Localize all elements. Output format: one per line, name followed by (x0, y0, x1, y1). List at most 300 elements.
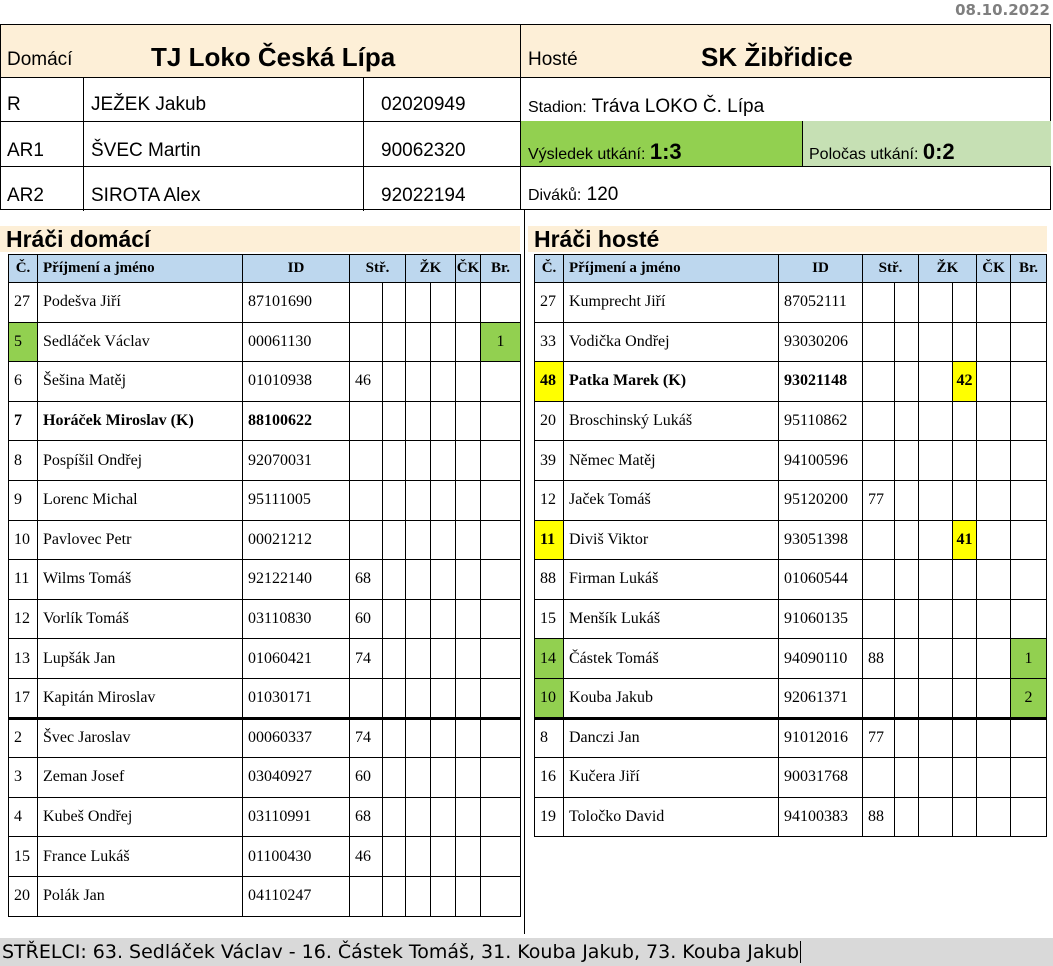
table-row (535, 362, 1047, 402)
referee-name: JEŽEK Jakub (91, 94, 207, 115)
player-name: Kapitán Miroslav (38, 678, 243, 718)
blank-cell (383, 362, 406, 402)
player-id: 01060421 (243, 639, 350, 679)
player-substitution (863, 441, 895, 481)
table-row (9, 718, 521, 758)
player-red-card (977, 283, 1011, 323)
col-yellow-card: ŽK (919, 255, 977, 283)
halftime-cell (802, 121, 1051, 166)
referee-id: 02020949 (381, 94, 466, 115)
column-divider (524, 210, 525, 934)
blank-cell (383, 678, 406, 718)
blank-cell (383, 283, 406, 323)
col-substitution: Stř. (863, 255, 919, 283)
player-yellow-card (431, 797, 456, 837)
player-goals (1011, 718, 1047, 758)
player-number: 11 (9, 560, 38, 600)
blank-cell (895, 560, 919, 600)
player-substitution (863, 283, 895, 323)
blank-cell (919, 678, 953, 718)
table-row (9, 837, 521, 877)
table-row (9, 560, 521, 600)
player-substitution (350, 322, 383, 362)
blank-cell (383, 718, 406, 758)
player-id: 03110991 (243, 797, 350, 837)
player-id: 92070031 (243, 441, 350, 481)
player-name: Pospíšil Ondřej (38, 441, 243, 481)
table-row (9, 599, 521, 639)
ar1-role: AR1 (7, 140, 44, 161)
player-yellow-card (953, 758, 977, 798)
player-goals (1011, 441, 1047, 481)
blank-cell (406, 480, 431, 520)
col-id: ID (779, 255, 863, 283)
player-substitution: 74 (350, 718, 383, 758)
blank-cell (383, 837, 406, 877)
player-goals (481, 718, 521, 758)
player-id: 00060337 (243, 718, 350, 758)
player-goals (1011, 401, 1047, 441)
spectators-label: Diváků: (528, 187, 582, 204)
player-yellow-card (431, 441, 456, 481)
blank-cell (406, 639, 431, 679)
table-row (9, 322, 521, 362)
player-id: 93021148 (779, 362, 863, 402)
table-header (9, 255, 521, 283)
player-number: 14 (535, 639, 564, 679)
player-number: 3 (9, 758, 38, 798)
table-row (535, 520, 1047, 560)
blank-cell (383, 480, 406, 520)
player-red-card (977, 401, 1011, 441)
player-goals (481, 480, 521, 520)
player-yellow-card (431, 758, 456, 798)
player-red-card (977, 718, 1011, 758)
player-substitution: 88 (863, 639, 895, 679)
player-goals (481, 599, 521, 639)
blank-cell (383, 401, 406, 441)
table-row (535, 322, 1047, 362)
table-row (535, 797, 1047, 837)
blank-cell (895, 283, 919, 323)
table-row (9, 480, 521, 520)
table-row (535, 599, 1047, 639)
stadium-row (521, 78, 1050, 122)
blank-cell (383, 441, 406, 481)
player-goals (1011, 599, 1047, 639)
blank-cell (406, 322, 431, 362)
blank-cell (895, 441, 919, 481)
player-number: 5 (9, 322, 38, 362)
player-yellow-card (431, 401, 456, 441)
player-name: Toločko David (564, 797, 779, 837)
player-number: 2 (9, 718, 38, 758)
player-number: 48 (535, 362, 564, 402)
player-id: 94100596 (779, 441, 863, 481)
player-number: 88 (535, 560, 564, 600)
player-substitution (863, 758, 895, 798)
table-row (9, 639, 521, 679)
player-number: 19 (535, 797, 564, 837)
blank-cell (895, 401, 919, 441)
player-name: Kumprecht Jiří (564, 283, 779, 323)
player-name: Švec Jaroslav (38, 718, 243, 758)
player-goals (1011, 520, 1047, 560)
away-players-table (534, 254, 1047, 837)
col-red-card: ČK (456, 255, 481, 283)
blank-cell (406, 758, 431, 798)
player-id: 92122140 (243, 560, 350, 600)
away-team-name: SK Žibřidice (701, 42, 853, 72)
player-red-card (977, 678, 1011, 718)
blank-cell (383, 599, 406, 639)
player-substitution: 88 (863, 797, 895, 837)
table-row (9, 283, 521, 323)
player-substitution (350, 441, 383, 481)
blank-cell (919, 718, 953, 758)
blank-cell (406, 401, 431, 441)
player-number: 8 (535, 718, 564, 758)
player-red-card (456, 837, 481, 877)
blank-cell (406, 599, 431, 639)
player-number: 10 (9, 520, 38, 560)
blank-cell (406, 876, 431, 916)
player-id: 90031768 (779, 758, 863, 798)
away-header-panel (520, 24, 1051, 210)
table-header (535, 255, 1047, 283)
player-yellow-card (953, 718, 977, 758)
player-number: 7 (9, 401, 38, 441)
blank-cell (406, 678, 431, 718)
player-yellow-card (431, 362, 456, 402)
col-number: Č. (9, 255, 38, 283)
table-row (9, 520, 521, 560)
col-name: Příjmení a jméno (38, 255, 243, 283)
blank-cell (406, 520, 431, 560)
player-name: Broschinský Lukáš (564, 401, 779, 441)
player-substitution (350, 520, 383, 560)
player-name: Kouba Jakub (564, 678, 779, 718)
player-name: Kučera Jiří (564, 758, 779, 798)
player-name: Němec Matěj (564, 441, 779, 481)
player-id: 04110247 (243, 876, 350, 916)
player-red-card (977, 441, 1011, 481)
col-goals: Br. (1011, 255, 1047, 283)
player-name: Sedláček Václav (38, 322, 243, 362)
player-substitution: 77 (863, 480, 895, 520)
col-id: ID (243, 255, 350, 283)
blank-cell (895, 718, 919, 758)
player-red-card (456, 758, 481, 798)
player-red-card (977, 480, 1011, 520)
home-team-name: TJ Loko Česká Lípa (151, 42, 396, 72)
player-goals (481, 639, 521, 679)
player-yellow-card (953, 639, 977, 679)
player-id: 92061371 (779, 678, 863, 718)
table-row (535, 441, 1047, 481)
player-red-card (977, 758, 1011, 798)
table-row (535, 283, 1047, 323)
player-substitution: 77 (863, 718, 895, 758)
player-substitution: 46 (350, 837, 383, 877)
blank-cell (383, 797, 406, 837)
player-id: 00021212 (243, 520, 350, 560)
player-yellow-card (953, 283, 977, 323)
player-red-card (977, 639, 1011, 679)
table-row (535, 639, 1047, 679)
spectators-row (521, 166, 1050, 210)
player-yellow-card (953, 599, 977, 639)
scorers-bar (0, 938, 1053, 966)
assistant-referee-1-row (1, 122, 521, 167)
player-name: Menšík Lukáš (564, 599, 779, 639)
player-red-card (456, 362, 481, 402)
player-substitution (350, 283, 383, 323)
player-red-card (456, 480, 481, 520)
player-number: 6 (9, 362, 38, 402)
player-yellow-card (953, 797, 977, 837)
player-substitution: 46 (350, 362, 383, 402)
table-row (535, 560, 1047, 600)
home-players-table (8, 254, 521, 917)
player-substitution (863, 362, 895, 402)
player-red-card (977, 599, 1011, 639)
player-red-card (456, 441, 481, 481)
away-team-row (521, 25, 1050, 78)
player-number: 33 (535, 322, 564, 362)
blank-cell (919, 797, 953, 837)
player-id: 93051398 (779, 520, 863, 560)
blank-cell (383, 758, 406, 798)
player-goals (1011, 480, 1047, 520)
player-name: Kubeš Ondřej (38, 797, 243, 837)
player-name: Danczi Jan (564, 718, 779, 758)
player-id: 95111005 (243, 480, 350, 520)
col-goals: Br. (481, 255, 521, 283)
home-label: Domácí (7, 49, 73, 70)
player-yellow-card (431, 718, 456, 758)
player-red-card (456, 322, 481, 362)
player-goals (481, 560, 521, 600)
result-label: Výsledek utkání: (528, 146, 646, 163)
blank-cell (919, 441, 953, 481)
player-red-card (977, 797, 1011, 837)
ar1-name: ŠVEC Martin (91, 140, 201, 161)
blank-cell (919, 560, 953, 600)
blank-cell (919, 283, 953, 323)
player-goals (1011, 758, 1047, 798)
player-substitution (350, 480, 383, 520)
blank-cell (895, 678, 919, 718)
blank-cell (919, 758, 953, 798)
player-goals (481, 441, 521, 481)
blank-cell (919, 322, 953, 362)
player-number: 27 (9, 283, 38, 323)
player-name: Diviš Viktor (564, 520, 779, 560)
player-substitution (863, 322, 895, 362)
blank-cell (919, 401, 953, 441)
col-number: Č. (535, 255, 564, 283)
away-label: Hosté (528, 49, 578, 70)
player-red-card (977, 520, 1011, 560)
blank-cell (919, 520, 953, 560)
table-row (535, 678, 1047, 718)
player-goals (481, 283, 521, 323)
table-row (535, 401, 1047, 441)
player-yellow-card (953, 678, 977, 718)
player-name: Podešva Jiří (38, 283, 243, 323)
player-id: 01010938 (243, 362, 350, 402)
player-number: 13 (9, 639, 38, 679)
table-row (9, 797, 521, 837)
player-number: 39 (535, 441, 564, 481)
blank-cell (919, 480, 953, 520)
player-number: 15 (9, 837, 38, 877)
player-yellow-card (431, 560, 456, 600)
player-yellow-card (431, 322, 456, 362)
home-players-title: Hráči domácí (0, 226, 520, 252)
player-substitution (863, 560, 895, 600)
player-red-card (456, 401, 481, 441)
ar1-id: 90062320 (381, 140, 466, 161)
referee-row (1, 78, 521, 122)
player-id: 91012016 (779, 718, 863, 758)
player-yellow-card (431, 520, 456, 560)
match-date: 08.10.2022 (955, 1, 1050, 19)
scorers-text: STŘELCI: 63. Sedláček Václav - 16. Částek Tomáš, 31. Kouba Jakub, 73. Kouba Jakub (2, 941, 799, 963)
player-id: 95110862 (779, 401, 863, 441)
blank-cell (895, 362, 919, 402)
player-id: 03110830 (243, 599, 350, 639)
player-red-card (456, 560, 481, 600)
player-id: 01030171 (243, 678, 350, 718)
player-substitution: 60 (350, 599, 383, 639)
player-name: Vorlík Tomáš (38, 599, 243, 639)
blank-cell (406, 797, 431, 837)
table-row (9, 758, 521, 798)
player-substitution (863, 401, 895, 441)
player-yellow-card (431, 678, 456, 718)
player-yellow-card (953, 441, 977, 481)
table-row (9, 362, 521, 402)
player-number: 20 (535, 401, 564, 441)
blank-cell (895, 520, 919, 560)
player-number: 9 (9, 480, 38, 520)
player-yellow-card (953, 560, 977, 600)
assistant-referee-2-row (1, 167, 521, 211)
player-number: 10 (535, 678, 564, 718)
player-name: France Lukáš (38, 837, 243, 877)
player-name: Částek Tomáš (564, 639, 779, 679)
player-goals (1011, 362, 1047, 402)
player-red-card (977, 322, 1011, 362)
player-yellow-card (431, 876, 456, 916)
blank-cell (895, 480, 919, 520)
player-number: 16 (535, 758, 564, 798)
player-name: Šešina Matěj (38, 362, 243, 402)
halftime-value: 0:2 (922, 139, 955, 164)
player-goals: 2 (1011, 678, 1047, 718)
result-value: 1:3 (649, 139, 682, 164)
player-name: Lorenc Michal (38, 480, 243, 520)
player-name: Vodička Ondřej (564, 322, 779, 362)
player-substitution (350, 401, 383, 441)
player-id: 03040927 (243, 758, 350, 798)
player-goals (481, 678, 521, 718)
player-id: 94090110 (779, 639, 863, 679)
player-goals (481, 362, 521, 402)
player-red-card (456, 678, 481, 718)
player-substitution: 68 (350, 560, 383, 600)
player-name: Wilms Tomáš (38, 560, 243, 600)
table-row (9, 876, 521, 916)
player-yellow-card (953, 480, 977, 520)
player-yellow-card (431, 837, 456, 877)
blank-cell (406, 718, 431, 758)
blank-cell (383, 560, 406, 600)
ar2-role: AR2 (7, 185, 44, 206)
player-goals (481, 401, 521, 441)
player-name: Firman Lukáš (564, 560, 779, 600)
player-number: 4 (9, 797, 38, 837)
ar2-id: 92022194 (381, 185, 466, 206)
player-red-card (456, 797, 481, 837)
blank-cell (383, 639, 406, 679)
blank-cell (895, 599, 919, 639)
player-goals (481, 797, 521, 837)
ar2-name: SIROTA Alex (91, 185, 201, 206)
player-red-card (456, 599, 481, 639)
player-number: 20 (9, 876, 38, 916)
table-row (535, 480, 1047, 520)
player-id: 95120200 (779, 480, 863, 520)
blank-cell (895, 797, 919, 837)
player-id: 01060544 (779, 560, 863, 600)
col-substitution: Stř. (350, 255, 406, 283)
blank-cell (919, 639, 953, 679)
blank-cell (406, 362, 431, 402)
player-goals (1011, 560, 1047, 600)
player-goals (1011, 283, 1047, 323)
player-goals (481, 758, 521, 798)
player-name: Lupšák Jan (38, 639, 243, 679)
player-id: 87101690 (243, 283, 350, 323)
player-number: 12 (9, 599, 38, 639)
player-yellow-card: 42 (953, 362, 977, 402)
player-yellow-card (431, 283, 456, 323)
player-number: 15 (535, 599, 564, 639)
table-row (9, 441, 521, 481)
player-goals (1011, 797, 1047, 837)
referee-role: R (7, 94, 21, 115)
player-substitution: 74 (350, 639, 383, 679)
player-goals (481, 876, 521, 916)
player-name: Zeman Josef (38, 758, 243, 798)
player-yellow-card (431, 480, 456, 520)
blank-cell (895, 322, 919, 362)
player-id: 93030206 (779, 322, 863, 362)
player-substitution (350, 678, 383, 718)
blank-cell (406, 441, 431, 481)
player-name: Jaček Tomáš (564, 480, 779, 520)
player-id: 00061130 (243, 322, 350, 362)
player-red-card (977, 362, 1011, 402)
player-name: Pavlovec Petr (38, 520, 243, 560)
home-header-panel (0, 24, 521, 210)
result-cell (521, 121, 802, 166)
player-yellow-card (431, 599, 456, 639)
player-yellow-card (953, 322, 977, 362)
